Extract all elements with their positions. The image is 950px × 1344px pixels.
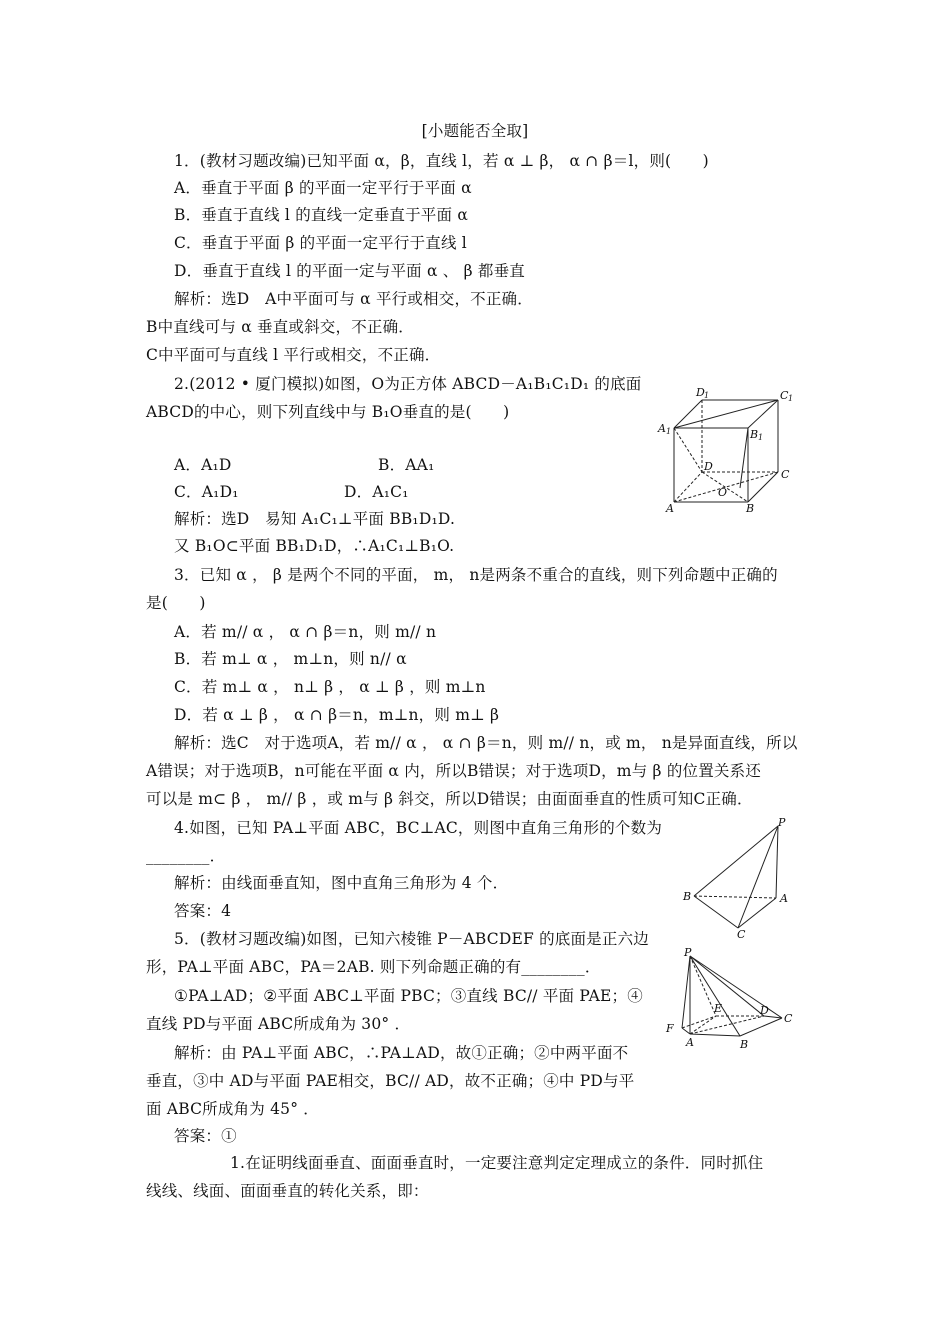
label-p: P [778,816,786,829]
summary-point-1: 1.在证明线面垂直、面面垂直时，一定要注意判定定理成立的条件．同时抓住 [230,1154,764,1172]
q1-solution: 解析：选D A中平面可与 α 平行或相交，不正确． [174,290,533,308]
q1-option-d: D．垂直于直线 l 的平面一定与平面 α 、 β 都垂直 [174,262,525,280]
pyramid-figure [660,946,798,1060]
label-c1: C [780,389,789,402]
label-d1-sub: 1 [704,391,710,400]
q3-stem-cont: 是( ) [146,594,206,612]
label-b: B [740,1038,749,1051]
label-a1: A [658,422,666,435]
q5-stem-cont: 形，PA⊥平面 ABC，PA＝2AB. 则下列命题正确的有________． [146,958,601,976]
label-f: F [666,1022,674,1035]
label-a1-sub: 1 [666,427,672,436]
q3-stem: 3．已知 α ， β 是两个不同的平面， m， n是两条不重合的直线，则下列命题中正确的 [174,566,778,584]
label-c1-sub: 1 [788,394,794,403]
label-b1: B [750,428,759,441]
label-a: A [666,502,674,515]
q5-solution-cont1: 垂直，③中 AD与平面 PAE相交，BC// AD，故不正确；④中 PD与平 [146,1072,635,1090]
q1-option-c: C．垂直于平面 β 的平面一定平行于直线 l [174,234,467,252]
q4-answer: 答案：4 [174,902,232,920]
q2-option-b: B．AA₁ [378,456,435,474]
q3-solution: 解析：选C 对于选项A，若 m// α ， α ∩ β＝n，则 m// n，或 m， n是异面直线，所以 [174,734,798,752]
pyramid-diagram [660,946,798,1060]
label-o: O [718,486,728,499]
label-d: D [760,1004,769,1017]
q2-solution: 解析：选D 易知 A₁C₁⊥平面 BB₁D₁D. [174,510,456,528]
q3-option-a: A．若 m// α ， α ∩ β＝n，则 m// n [174,623,437,641]
q1-stem: 1．(教材习题改编)已知平面 α，β，直线 l，若 α ⊥ β， α ∩ β＝l，则( ) [174,152,709,170]
label-c: C [737,928,746,941]
label-a: A [686,1036,694,1049]
q3-option-b: B．若 m⊥ α ， m⊥n，则 n// α [174,650,407,668]
q3-option-c: C．若 m⊥ α ， n⊥ β ， α ⊥ β ，则 m⊥n [174,678,486,696]
label-c: C [784,1012,793,1025]
q1-option-a: A．垂直于平面 β 的平面一定平行于平面 α [174,179,472,197]
q2-solution-cont: 又 B₁O⊂平面 BB₁D₁D，∴A₁C₁⊥B₁O. [174,537,455,555]
label-d: D [704,460,713,473]
q2-option-c: C．A₁D₁ [174,483,239,501]
q5-answer: 答案：① [174,1127,237,1145]
label-b: B [683,890,692,903]
q2-stem-cont: ABCD的中心，则下列直线中与 B₁O垂直的是( ) [146,403,510,421]
q1-solution-b: B中直线可与 α 垂直或斜交，不正确． [146,318,415,336]
q5-solution-cont2: 面 ABC所成角为 45° ． [146,1100,319,1118]
tetrahedron-figure [682,816,798,941]
q5-propositions: ①PA⊥AD；②平面 ABC⊥平面 PBC；③直线 BC// 平面 PAE；④ [174,987,643,1005]
label-b1-sub: 1 [758,433,764,442]
q1-option-b: B．垂直于直线 l 的直线一定垂直于平面 α [174,206,468,224]
label-c: C [781,468,790,481]
q3-option-d: D．若 α ⊥ β ， α ∩ β＝n，m⊥n，则 m⊥ β [174,706,500,724]
q2-option-a: A．A₁D [174,456,232,474]
cube-diagram [656,384,796,516]
q5-solution: 解析：由 PA⊥平面 ABC，∴PA⊥AD，故①正确；②中两平面不 [174,1044,629,1062]
cube-figure [656,384,796,516]
label-b: B [746,502,755,515]
q5-stem: 5．(教材习题改编)如图，已知六棱锥 P－ABCDEF 的底面是正六边 [174,930,649,948]
summary-point-1-cont: 线线、线面、面面垂直的转化关系，即： [146,1182,429,1200]
q2-option-d: D．A₁C₁ [344,483,409,501]
section-title: [小题能否全取] [421,122,529,140]
label-p: P [684,946,692,959]
q4-blank: ________． [146,847,226,865]
q4-solution: 解析：由线面垂直知，图中直角三角形为 4 个． [174,874,509,892]
label-d1: D [696,386,705,399]
tetrahedron-diagram [682,816,798,941]
q4-stem: 4.如图，已知 PA⊥平面 ABC，BC⊥AC，则图中直角三角形的个数为 [174,819,663,837]
q1-solution-c: C中平面可与直线 l 平行或相交，不正确． [146,346,441,364]
q5-propositions-cont: 直线 PD与平面 ABC所成角为 30° ． [146,1015,411,1033]
label-a: A [780,892,788,905]
q2-stem: 2.(2012 • 厦门模拟)如图，O为正方体 ABCD－A₁B₁C₁D₁ 的底面 [174,375,642,393]
q3-solution-cont2: 可以是 m⊂ β ， m// β ，或 m与 β 斜交，所以D错误；由面面垂直的性质可知C正确． [146,790,753,808]
label-e: E [714,1002,723,1015]
q3-solution-cont1: A错误；对于选项B，n可能在平面 α 内，所以B错误；对于选项D，m与 β 的位置关系还 [146,762,762,780]
